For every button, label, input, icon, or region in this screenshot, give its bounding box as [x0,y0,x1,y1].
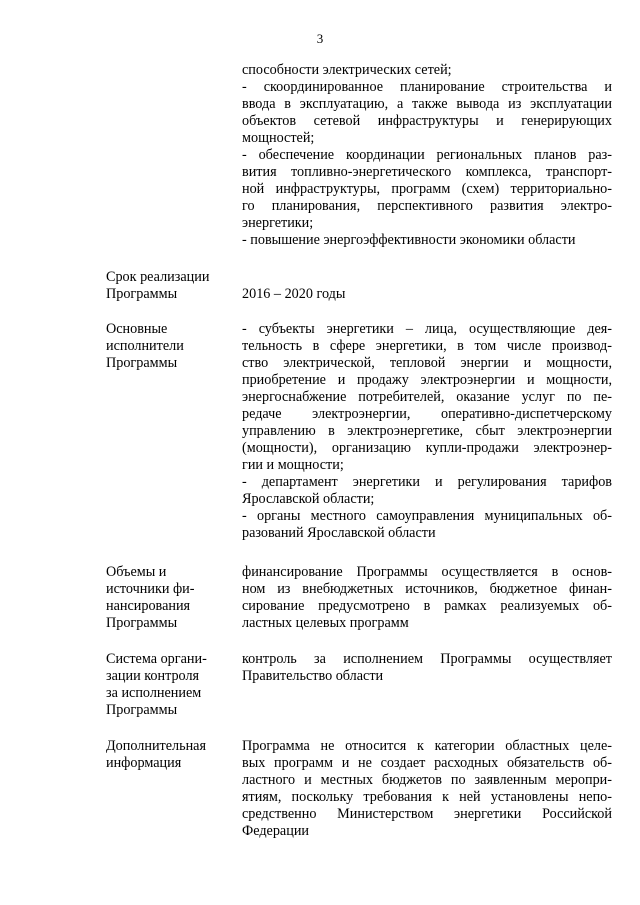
row-content-line: - субъекты энергетики – лица, осуществляющие дея- [242,321,612,337]
row-label-line: Программы [106,355,178,371]
row-content-line: энергетики; [242,215,314,231]
row-content-line: объектов сетевой инфраструктуры и генерирующих [242,113,612,129]
row-label [106,269,226,303]
row-content-line: способности электрических сетей; [242,62,452,78]
row-content-line: контроль за исполнением Программы осуществляет [242,651,612,667]
row-label [106,738,226,772]
row-label [106,564,226,632]
row-content-line: - органы местного самоуправления муниципальных об- [242,508,612,524]
row-content-line: го планирования, перспективного развития электро- [242,198,612,214]
row-label-line: Срок реализации [106,269,210,285]
row-label-line: источники фи- [106,581,195,597]
row-content-line: - повышение энергоэффективности экономики области [242,232,576,248]
row-content-line: Ярославской области; [242,491,375,507]
row-content [242,269,612,303]
row-label-line: Программы [106,286,178,302]
row-content-line: ятиям, поскольку требования к ней установлены непо- [242,789,612,805]
row-content [242,564,612,632]
row-content-line: тельность в сфере энергетики, в том числе производ- [242,338,612,354]
row-content-line: ввода в эксплуатацию, а также вывода из эксплуатации [242,96,612,112]
row-content-line: мощностей; [242,130,315,146]
row-content [242,321,612,542]
row-content-line: Программа не относится к категории областных целе- [242,738,612,754]
row-content-line: ном из внебюджетных источников, бюджетное финан- [242,581,612,597]
row-label-line: исполнители [106,338,184,354]
row-content [242,651,612,685]
row-label-line: нансирования [106,598,191,614]
row-content-line: ластного и местных бюджетов по заявленным меропри- [242,772,612,788]
row-content-line: - департамент энергетики и регулирования тарифов [242,474,612,490]
row-label-line: Система органи- [106,651,207,667]
row-label-line: Основные [106,321,168,337]
row-content-line: вых программ и не создает расходных обязательств об- [242,755,612,771]
row-content-line: ной инфраструктуры, программ (схем) территориально- [242,181,612,197]
row-content-line: 2016 – 2020 годы [242,286,346,302]
row-label [106,321,226,372]
row-content-line: Федерации [242,823,310,839]
row-content-line: финансирование Программы осуществляется в основ- [242,564,612,580]
row-content [242,62,612,249]
row-content-line: вития топливно-энергетического комплекса, транспорт- [242,164,612,180]
row-content-line: Правительство области [242,668,384,684]
row-content-line: средственно Министерством энергетики Российской [242,806,612,822]
row-content-line: управлению в электроэнергетике, сбыт электроэнергии [242,423,612,439]
row-content-line: приобретение и продажу электроэнергии и мощности, [242,372,612,388]
row-label [106,651,226,719]
row-label-line: Дополнительная [106,738,206,754]
row-content-line: редаче электроэнергии, оперативно-диспетчерскому [242,406,612,422]
row-content-line: разований Ярославской области [242,525,436,541]
row-label-line: информация [106,755,182,771]
row-content-line: ластных целевых программ [242,615,409,631]
row-label-line: Программы [106,702,178,718]
row-label-line: Объемы и [106,564,167,580]
row-content [242,738,612,840]
row-content-line: - скоординированное планирование строительства и [242,79,612,95]
row-content-line: ство электрической, тепловой энергии и мощности, [242,355,612,371]
row-content-line: гии и мощности; [242,457,344,473]
row-content-line: - обеспечение координации региональных планов раз- [242,147,612,163]
row-content-line: энергоснабжение потребителей, оказание услуг по пе- [242,389,612,405]
row-content-line [242,269,612,286]
row-label-line: за исполнением [106,685,202,701]
page-number: 3 [316,31,324,46]
row-label-line: зации контроля [106,668,200,684]
row-content-line: сирование предусмотрено в рамках реализуемых об- [242,598,612,614]
row-content-line: (мощности), организацию купли-продажи электроэнер- [242,440,612,456]
row-label-line: Программы [106,615,178,631]
